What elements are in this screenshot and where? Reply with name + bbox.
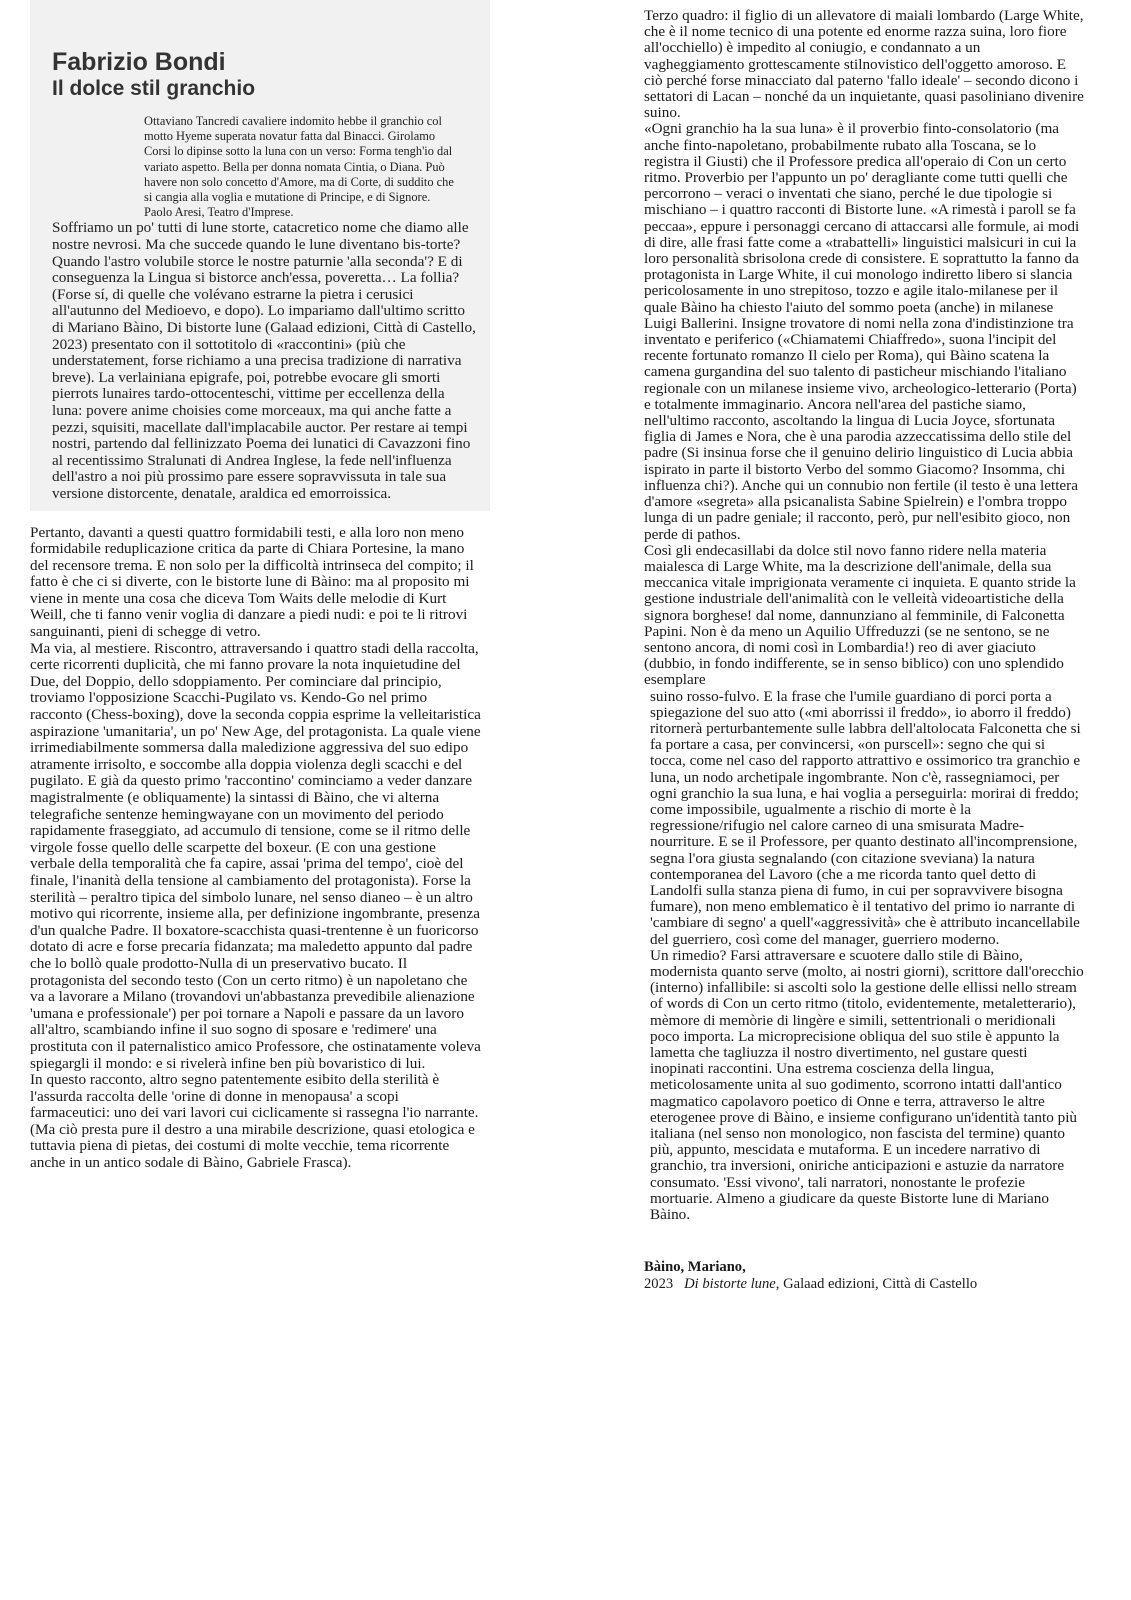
paragraph: In questo racconto, altro segno patentemente esibito della sterilità è l'assurda raccolta delle 'orine di donne in menopausa' a scopi farmaceutici: uno dei vari lavori cui ciclicamente si rassegna l'io narrante. (Ma ciò presta pure il destro a una mirabile descrizione, quasi etologica e tuttavia piena di pietas, dei costumi di molte vecchie, tema ricorrente anche in un antico sodale di Bàino, Gabriele Frasca). [30,1071,479,1172]
paragraph: Un rimedio? Farsi attraversare e scuotere dallo stile di Bàino, modernista quanto serve (molto, ai nostri giorni), scrittore dall'orecchio (interno) infallibile: si ascolti solo la gestione delle ellissi nello stream of words di Con un certo ritmo (titolo, evidentemente, metaletterario), mèmore di memòrie di lingère e simili, settentrionali o meridionali poco importa. La microprecisione obliqua del suo stile è appunto la lametta che tagliuzza il nostro divertimento, nel gustare questi inopinati raccontini. Una estrema coscienza della lingua, meticolosamente unita al suo godimento, scorrono intatti dall'antico magmatico capolavoro poetico di Onne e terra, attraverso le altre eterogenee prove di Bàino, e insieme configurano un'identità tanto più italiana (nel senso non monologico, non fascista del termine) quanto più, appunto, mescidata e mutaforma. E un incedere narrativo di granchio, tra inversioni, oniriche anticipazioni e astuzie da narratore consumato. 'Essi vivono', tali narratori, nonostante le profezie mortuarie. Almeno a giudicare da queste Bistorte lune di Mariano Bàino. [650,946,1084,1224]
reference-year: 2023 [644,1276,674,1293]
epigraph-attribution: Paolo Aresi, Teatro d'Imprese. [144,205,294,220]
intro-paragraph: Soffriamo un po' tutti di lune storte, catacretico nome che diamo alle nostre nevrosi. Ma che succede quando le lune diventano bis-torte? Quando l'astro volubile storce le nostre paturnie 'alla seconda'? E di conseguenza la Lingua si bistorce anch'essa, poveretta… La follia? (Forse sí, di quelle che volévano estrarne la pietra i cerusici all'autunno del Medioevo, e dopo). Lo impariamo dall'ultimo scritto di Mariano Bàino, Di bistorte lune (Galaad edizioni, Città di Castello, 2023) presentato con il sottotitolo di «raccontini» (più che understatement, forse richiamo a una precisa tradizione di narrativa breve). La verlainiana epigrafe, poi, potrebbe evocare gli smorti pierrots lunaires tardo-ottocenteschi, vittime per eccellenza della luna: povere anime choisies come morceaux, ma qui anche fatte a pezzi, squisiti, macellate dall'implacabile auctor. Per restare ai tempi nostri, partendo dal fellinizzato Poema dei lunatici di Cavazzoni fino al recentissimo Stralunati di Andrea Inglese, la fede nell'influenza dell'astro a noi più prossimo pare essere sopravvissuta in tale sua versione distorcente, denatale, araldica ed emorroissica. [52,219,476,502]
reference-title: Di bistorte lune [684,1276,776,1293]
paragraph: Così gli endecasillabi da dolce stil novo fanno ridere nella materia maialesca di Large White, ma la descrizione dell'animale, della sua meccanica vitale imprigionata veramente ci inquieta. E quanto stride la gestione industriale dell'animalità con le velleità videoartistiche della signora borghese! dal nome, dannunziano al femminile, di Falconetta Papini. Non è da meno un Aquilio Uffreduzzi (se ne sentono, se ne sentono ancora, di nomi così in Lombardia!) reo di aver giaciuto (dubbio, in fondo indifferente, se in senso biblico) con uno splendido esemplare [644,541,1076,689]
paragraph: Ma via, al mestiere. Riscontro, attraversando i quattro stadi della raccolta, certe ricorrenti duplicità, che mi fanno provare la nota inquietudine del Due, del Doppio, dello sdoppiamento. Per cominciare dal principio, troviamo l'opposizione Scacchi-Pugilato vs. Kendo-Go nel primo racconto (Chess-boxing), dove la seconda coppia esprime la velleitaristica aspirazione 'umanitaria', un po' New Age, del protagonista. La quale viene irrimediabilmente sommersa dalla maledizione aggressiva del suo edipo atramente irrisolto, e soccombe alla doppia violenza degli scacchi e del pugilato. E già da questo primo 'raccontino' cominciamo a veder danzare magistralmente (e obliquamente) la sintassi di Bàino, che vi alterna telegrafiche sentenze hemingwayane con un movimento del periodo rapidamente fraseggiato, ad accumulo di tensione, come se il ritmo delle virgole fosse quello delle scarpette del boxeur. (E con una gestione verbale della temporalità che fa capire, assai 'prima del tempo', cioè del finale, l'inanità della tensione al cambiamento del protagonista). Forse la sterilità – peraltro tipica del simbolo lunare, nel senso dianeo – è un altro motivo qui ricorrente, insieme alla, per definizione ingombrante, presenza d'un qualche Padre. Il boxatore-scacchista quasi-trentenne è un fuoricorso dotato di acre e forse precaria fidanzata; ma maledetto appunto dal padre che lo bollò quale prodotto-Nulla di un preservativo bucato. Il protagonista del secondo testo (Con un certo ritmo) è un napoletano che va a lavorare a Milano (trovandovi un'abbastanza prevedibile alienazione 'umana e professionale') per poi tornare a Napoli e passare da un lavoro all'altro, scambiando infine il suo sogno di sposare e 'redimere' una prostituta con il paternalistico amico Professore, che ostinatamente voleva spiegargli il mondo: e si rivelerà infine ben più bovaristico di lui. [30,639,481,1072]
paragraph: Terzo quadro: il figlio di un allevatore di maiali lombardo (Large White, che è il nome tecnico di una potente ed enorme razza suina, loro fiore all'occhiello) è impedito al coniugio, e condannato a un vagheggiamento grottescamente stilnovistico dell'oggetto amoroso. E ciò perché forse minacciato dal paterno 'fallo ideale' – secondo dicono i settatori di Lacan – nonché da un inquietante, quasi pasoliniano divenire suino. [644,7,1084,122]
paragraph: suino rosso-fulvo. E la frase che l'umile guardiano di porci porta a spiegazione del suo atto («mi aborrissi il freddo», io aborro il freddo) ritornerà perturbantemente sulle labbra dell'altolocata Falconetta che si fa portare a casa, per convincersi, «on purscell»: segno che qui si tocca, come nel caso del rapporto attrattivo e ossimorico tra granchio e luna, un nodo archetipale ingombrante. Non c'è, rassegniamoci, per ogni granchio la sua luna, e hai voglia a perseguirla: morirai di freddo; come impossibile, ugualmente a rischio di morte è la regressione/rifugio nel calore carneo di una smisurata Madre-nourriture. E se il Professore, per quanto destinato all'incomprensione, segna l'ora giusta segnalando (con citazione sveviana) la natura contemporanea del Lavoro (che a me ricorda tanto quel detto di Landolfi sulla stanza piena di fumo, in cui per sopravvivere bisogna fumare), non meno emblematico è il tentativo del primo io narrante di 'cambiare di segno' a quell'«aggressività» che è attributo incancellabile del guerriero, così come del manager, guerriero moderno. [650,687,1081,948]
header-box [30,0,490,511]
left-column [30,0,490,1172]
paragraph: Pertanto, davanti a questi quattro formidabili testi, e alla loro non meno formidabile reduplicazione critica da parte di Chiara Portesine, la mano del recensore trema. E non solo per la difficoltà intrinseca del compito; il fatto è che ci si diverte, con le bistorte lune di Bàino: ma al proposito mi viene in mente una cosa che diceva Tom Waits delle melodie di Kurt Weill, che ti fanno venir voglia di danzare a piedi nudi: e poi te li ritrovi sanguinanti, pieni di schegge di vetro. [30,523,474,641]
epigraph [144,114,464,220]
right-column [644,8,1084,1293]
article-title: Il dolce stil granchio [52,77,256,100]
epigraph-text: Ottaviano Tancredi cavaliere indomito hebbe il granchio col motto Hyeme superata novatur fatta dal Binacci. Girolamo Corsi lo dipinse sotto la luna con un verso: Forma tengh'io dal variato aspetto. Bella per donna nomata Cintia, o Diana. Può havere non solo concetto d'Amore, ma di Corte, di suddito che si cangia alla voglia e mutatione di Principe, e di Signore. [144,114,454,205]
author-name: Fabrizio Bondi [52,48,226,76]
paragraph: «Ogni granchio ha la sua luna» è il proverbio finto-consolatorio (ma anche finto-napoletano, probabilmente rubato alla Toscana, se lo registra il Giusti) che il Professore predica all'operaio di Con un certo ritmo. Proverbio per l'appunto un po' deragliante come tutti quelli che percorrono – veraci o inventati che siano, perché le due tipologie si mischiano – i quattro racconti di Bistorte lune. «A rimestà i paroll se fa peccaa», eppure i personaggi cercano di attaccarsi alle formule, ai modi di dire, alle frasi fatte come a «trabattelli» linguistici malsicuri in cui la loro personalità sbrisolona crede di consistere. E soprattutto la fanno da protagonista in Large White, il cui monologo indiretto libero si slancia pericolosamente in uno strepitoso, tozzo e agile italo-milanese per il quale Bàino ha chiesto l'aiuto del sommo poeta (anche) in milanese Luigi Ballerini. Insigne trovatore di nomi nella zona d'indistinzione tra inventato e periferico («Chiamatemi Chiaffredo», suona l'incipit del recente fortunato romanzo Il cielo per Roma), qui Bàino scatena la camena gurgandina del suo talento di pasticheur mischiando l'italiano regionale con un milanese insieme vivo, archeologico-letterario (Porta) e totalmente immaginario. Ancora nell'area del pastiche siamo, nell'ultimo racconto, ascoltando la lingua di Lucia Joyce, sfortunata figlia di James e Nora, che è una parodia azzeccatissima dello stile del padre (Si insinua forse che il genuino delirio linguistico di Lucia abbia ispirato in parte il bistorto Verbo del sommo Giacomo? Insomma, chi influenza chi?). Anche qui un connubio non fertile (il testo è una lettera d'amore «segreta» alla psicanalista Sabine Spielrein) e l'ombra troppo lunga di un padre geniale; il racconto, però, pur nell'esibito gioco, non perde di pathos. [644,120,1080,543]
bibliographic-reference [644,1259,1084,1293]
reference-author: Bàino, Mariano, [644,1259,746,1276]
left-body [30,525,482,1172]
reference-details: , Galaad edizioni, Città di Castello [775,1276,978,1293]
reference-entry [644,1276,1084,1293]
